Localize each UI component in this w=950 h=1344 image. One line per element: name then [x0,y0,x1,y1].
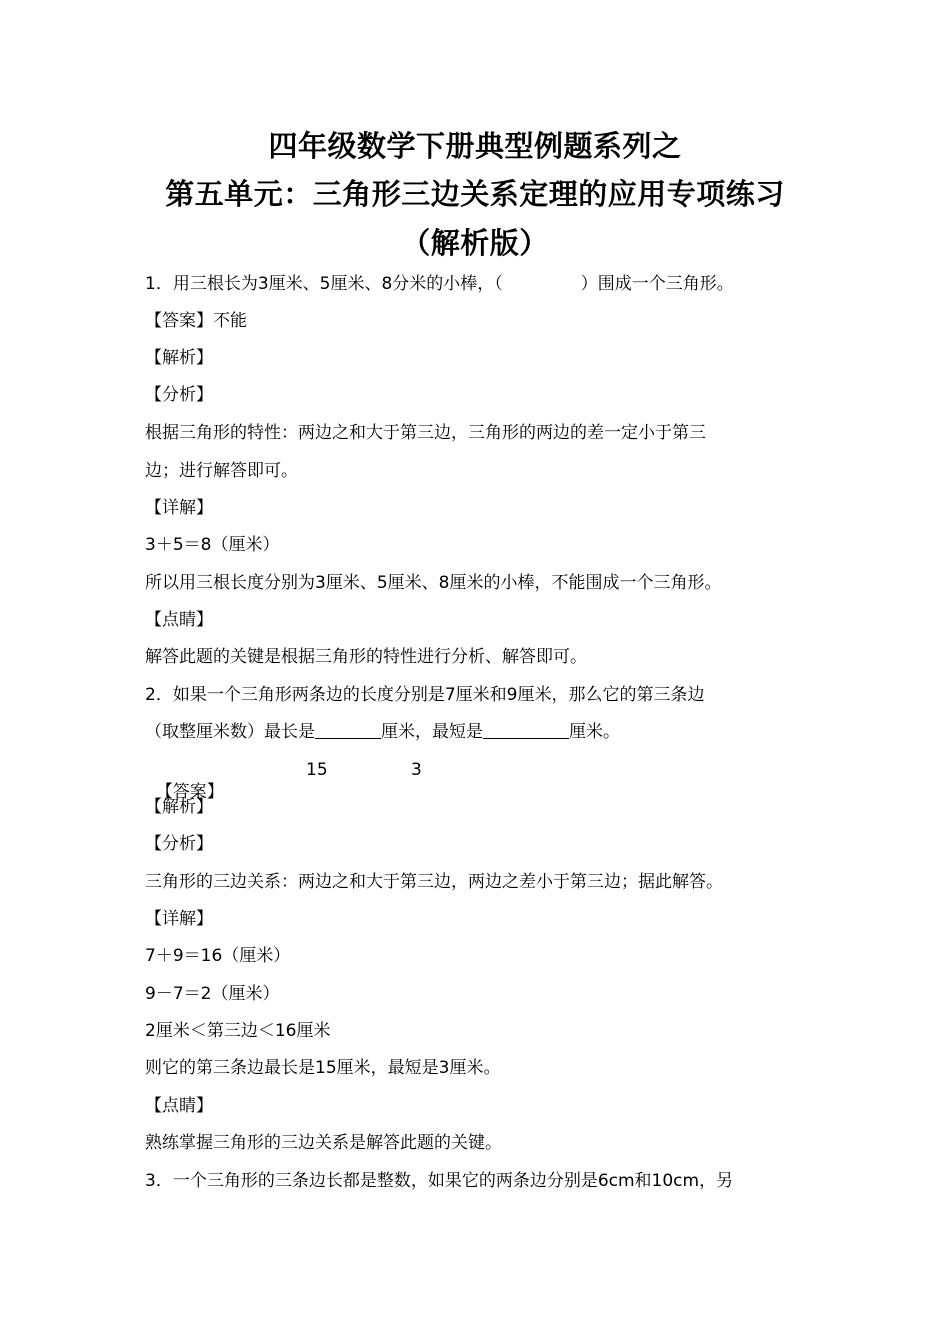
q1-answer [145,310,247,332]
q2-answer [145,759,545,802]
q1-analysis-2: 边；进行解答即可。 [145,461,298,481]
q1-jiexi-label: 【解析】 [145,348,213,368]
q1-answer-value: 不能 [213,311,247,331]
q2-analysis: 三角形的三边关系：两边之和大于第三边，两边之差小于第三边；据此解答。 [145,872,723,892]
q2-question-1: 2．如果一个三角形两条边的长度分别是7厘米和9厘米，那么它的第三条边 [145,685,705,705]
q2-answer-2: 3 [411,760,422,780]
q2-detail-4: 则它的第三条边最长是15厘米，最短是3厘米。 [145,1058,501,1078]
q1-dianjing-label: 【点睛】 [145,610,213,630]
q2-question-2a: （取整厘米数）最长是 [145,722,315,742]
q2-answer-label: 【答案】 [155,782,224,802]
title-line-2: 第五单元：三角形三边关系定理的应用专项练习 [165,177,785,211]
q1-answer-label: 【答案】 [145,311,213,331]
title-line-1: 四年级数学下册典型例题系列之 [268,129,682,163]
q2-question-2b: 厘米，最短是 [381,722,483,742]
q2-fenxi-label: 【分析】 [145,834,213,854]
q1-fenxi-label: 【分析】 [145,385,213,405]
q2-detail-1: 7＋9＝16（厘米） [145,946,291,966]
title-line-3: （解析版） [401,226,549,260]
q2-xiangjie-label: 【详解】 [145,909,213,929]
q2-answer-1: 15 [306,760,328,780]
q1-tip: 解答此题的关键是根据三角形的特性进行分析、解答即可。 [145,647,587,667]
q1-analysis-1: 根据三角形的特性：两边之和大于第三边，三角形的两边的差一定小于第三 [145,423,706,443]
q1-question-a: 1．用三根长为3厘米、5厘米、8分米的小棒，（ [145,274,503,294]
q2-dianjing-label: 【点睛】 [145,1096,213,1116]
q2-detail-3: 2厘米＜第三边＜16厘米 [145,1021,331,1041]
q1-detail-2: 所以用三根长度分别为3厘米、5厘米、8厘米的小棒，不能围成一个三角形。 [145,573,722,593]
q2-blank-1 [315,722,381,739]
q1-question [145,273,734,295]
q2-blank-2 [483,722,569,739]
q2-detail-2: 9－7＝2（厘米） [145,984,280,1004]
q2-jiexi-label: 【解析】 [145,797,213,817]
q1-detail-1: 3＋5＝8（厘米） [145,535,280,555]
q2-question-2 [145,721,620,743]
q3-question-1: 3．一个三角形的三条边长都是整数，如果它的两条边分别是6cm和10cm，另 [145,1171,734,1191]
q2-tip: 熟练掌握三角形的三边关系是解答此题的关键。 [145,1133,502,1153]
q1-xiangjie-label: 【详解】 [145,498,213,518]
q1-question-b: ）围成一个三角形。 [580,274,734,294]
q2-question-2c: 厘米。 [569,722,620,742]
